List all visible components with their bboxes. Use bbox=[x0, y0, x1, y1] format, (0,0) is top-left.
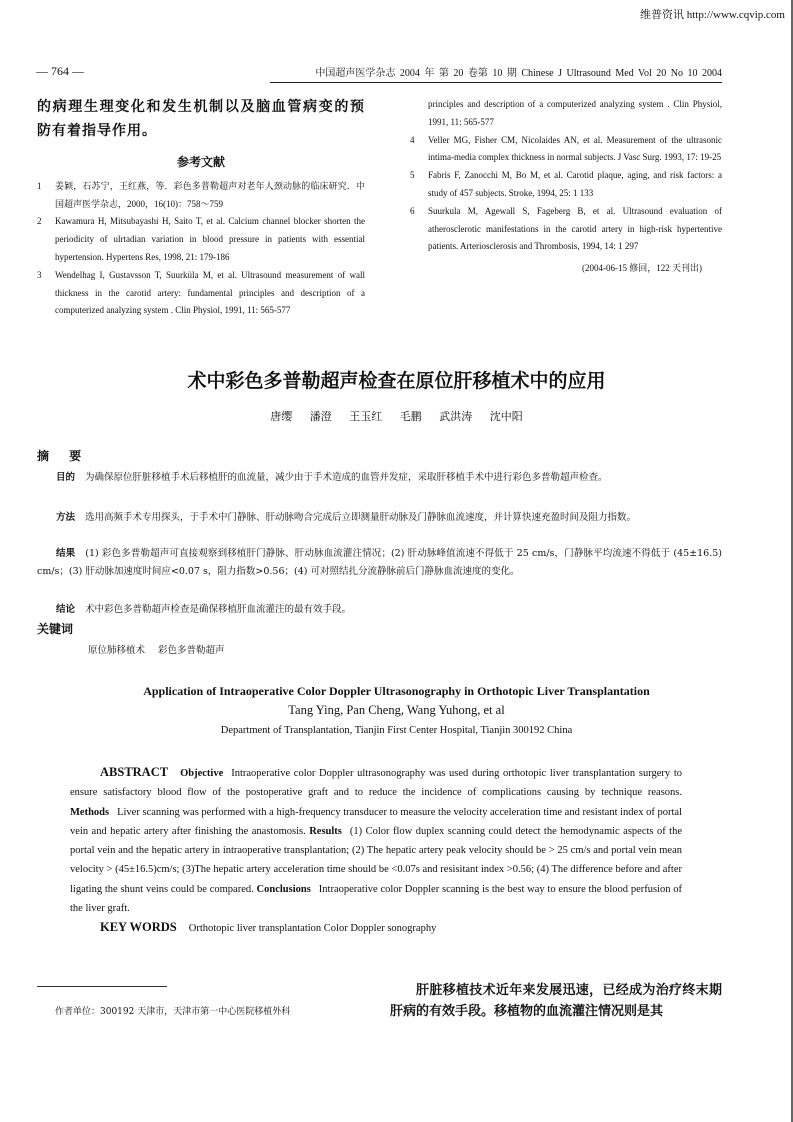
section-label: 目的 bbox=[56, 472, 76, 483]
reference-number: 2 bbox=[37, 216, 42, 227]
reference-number: 4 bbox=[410, 134, 415, 145]
left-column bbox=[37, 96, 365, 316]
body-text-start: 肝脏移植技术近年来发展迅速，已经成为治疗终末期肝病的有效手段。移植物的血流灌注情况则是其 bbox=[390, 983, 722, 1019]
section-text: 选用高频手术专用探头，于手术中门静脉、肝动脉吻合完成后立即测量肝动脉及门静脉血流速度，并计算快速充盈时间及阻力指数。 bbox=[85, 512, 637, 523]
reference-item bbox=[37, 267, 365, 316]
section-label: 结果 bbox=[56, 548, 76, 559]
section-text: 术中彩色多普勒超声检查是确保移植肝血流灌注的最有效手段。 bbox=[85, 604, 352, 615]
results-label: Results bbox=[309, 825, 342, 837]
conclusions-text: Intraoperative color Doppler scanning is the best way to ensure the blood perfusion of the liver graft. bbox=[70, 883, 682, 915]
references-heading: 参考文献 bbox=[176, 155, 225, 169]
reference-item bbox=[37, 178, 365, 214]
previous-article-closing: 的病理生理变化和发生机制以及脑血管病变的预防有着指导作用。 bbox=[37, 100, 365, 139]
section-label: 结论 bbox=[56, 604, 76, 615]
reference-number: 1 bbox=[37, 180, 42, 191]
abstract-conclusion bbox=[37, 601, 722, 619]
reference-text: Kawamura H, Mitsubayashi H, Saito T, et al. Calcium channel blocker shorten the periodicity of ulrtadian variation in blood pressure in patients with essential hypertension. Hypertens Res, 1998, 21: 179-186 bbox=[55, 216, 365, 262]
page-number: — 764 — bbox=[36, 64, 84, 78]
methods-label: Methods bbox=[70, 806, 110, 818]
section-text: (1) 彩色多普勒超声可直接观察到移植肝门静脉、肝动脉血流灌注情况；(2) 肝动脉峰值流速不得低于 25 cm/s，门静脉平均流速不得低于 (45±16.5) cm/s；(3) 肝动脉加速度时间应<0.07 s，阻力指数>0.56；(4) 可对照结扎分流静脉前后门静脉血流速度的变化。 bbox=[37, 548, 722, 577]
objective-text: Intraoperative color Doppler ultrasonography was used during orthotopic liver transplantation surgery to ensure satisfactory blood flow of the postoperative graft and to reduce the incidence of complications causing by technique reasons. bbox=[70, 768, 682, 799]
reference-continuation: principles and description of a computerized analyzing system . Clin Physiol, 1991, 11: 565-577 bbox=[428, 99, 722, 127]
revision-note: (2004-06-15 修回，122 天刊出) bbox=[582, 263, 702, 274]
reference-item bbox=[410, 203, 722, 256]
keywords: 原位肺移植术 彩色多普勒超声 bbox=[88, 645, 225, 656]
reference-text: Veller MG, Fisher CM, Nicolaides AN, et al. Measurement of the ultrasonic intima-media complex thickness in normal subjects. J Vasc Surg. 1993, 17: 19-25 bbox=[428, 134, 722, 163]
abstract-label: ABSTRACT bbox=[100, 765, 169, 779]
article-title: 术中彩色多普勒超声检查在原位肝移植术中的应用 bbox=[187, 370, 606, 392]
english-department: Department of Transplantation, Tianjin First Center Hospital, Tianjin 300192 China bbox=[220, 725, 573, 736]
reference-number: 3 bbox=[37, 269, 42, 280]
keywords-heading: 关键词 bbox=[37, 622, 74, 636]
conclusions-label: Conclusions bbox=[256, 883, 311, 895]
methods-text: Liver scanning was performed with a high-frequency transducer to measure the velocity acceleration time and resistant index of portal vein and hepatic artery after finishing the anastomosis. bbox=[70, 806, 682, 837]
results-text: (1) Color flow duplex scanning could detect the hemodynamic aspects of the portal vein and the hepatic artery in intraoperative transplantation; (2) The hepatic artery peak velocity should be > 25 cm/s and portal vein mean velocity > (45±16.5)cm/s; (3)The hepatic artery acceleration time should be <0.07s and resisitant index >0.56; (4) The difference before and after ligating the shunt veins could be compared. bbox=[70, 825, 683, 895]
reference-text: Fabris F, Zanocchi M, Bo M, et al. Carotid plaque, aging, and risk factors: a study of 457 subjects. Stroke, 1994, 25: 1 133 bbox=[428, 170, 722, 198]
author-affiliation-footnote: 作者单位：300192 天津市，天津市第一中心医院移植外科 bbox=[55, 1007, 291, 1017]
reference-text: 姜颖，石苏宁，王红燕，等．彩色多普勒超声对老年人颈动脉的临床研究．中国超声医学杂志，2000，16(10)：758～759 bbox=[55, 180, 365, 209]
english-authors: Tang Ying, Pan Cheng, Wang Yuhong, et al bbox=[288, 703, 505, 717]
reference-item bbox=[410, 132, 722, 168]
section-text: 为确保原位肝脏移植手术后移植肝的血流量，减少由于手术造成的血管并发症，采取肝移植手术中进行彩色多普勒超声检查。 bbox=[85, 472, 608, 483]
reference-item bbox=[37, 213, 365, 266]
abstract-methods bbox=[37, 509, 722, 527]
footnote-divider bbox=[37, 986, 167, 987]
watermark: 维普资讯 http://www.cqvip.com bbox=[639, 9, 785, 21]
english-abstract bbox=[70, 763, 682, 939]
keywords-text: Orthotopic liver transplantation Color Doppler sonography bbox=[188, 923, 437, 935]
english-keywords bbox=[100, 918, 682, 938]
reference-number: 5 bbox=[410, 170, 415, 181]
keywords-label: KEY WORDS bbox=[100, 920, 177, 935]
abstract-results bbox=[37, 545, 722, 581]
abstract-heading: 摘 要 bbox=[37, 449, 90, 463]
reference-number: 6 bbox=[410, 205, 415, 216]
english-title: Application of Intraoperative Color Doppler Ultrasonography in Orthotopic Liver Transplantation bbox=[143, 684, 650, 698]
article-authors: 唐缨 潘澄 王玉红 毛鹏 武洪涛 沈中阳 bbox=[270, 410, 523, 423]
reference-text: Suurkula M, Agewall S, Fageberg B, et al. Ultrasound evaluation of atherosclerotic manifestations in the carotid artery in high-risk hypertentive patients. Arteriosclerosis and Thrombosis, 1994, 14: 1 297 bbox=[428, 205, 722, 252]
reference-item bbox=[410, 167, 722, 203]
right-column bbox=[410, 96, 722, 278]
section-label: 方法 bbox=[56, 512, 76, 523]
objective-label: Objective bbox=[180, 768, 224, 779]
reference-text: Wendelhag I, Gustavsson T, Suurküla M, et al. Ultrasound measurement of wall thickness in the carotid artery: fundamental principles and description of a computerized analyzing system . Clin Physiol, 1991, 11: 565-577 bbox=[55, 269, 365, 316]
abstract-objective bbox=[37, 469, 722, 487]
running-head: 中国超声医学杂志 2004 年 第 20 卷第 10 期 Chinese J Ultrasound Med Vol 20 No 10 2004 bbox=[270, 64, 722, 83]
